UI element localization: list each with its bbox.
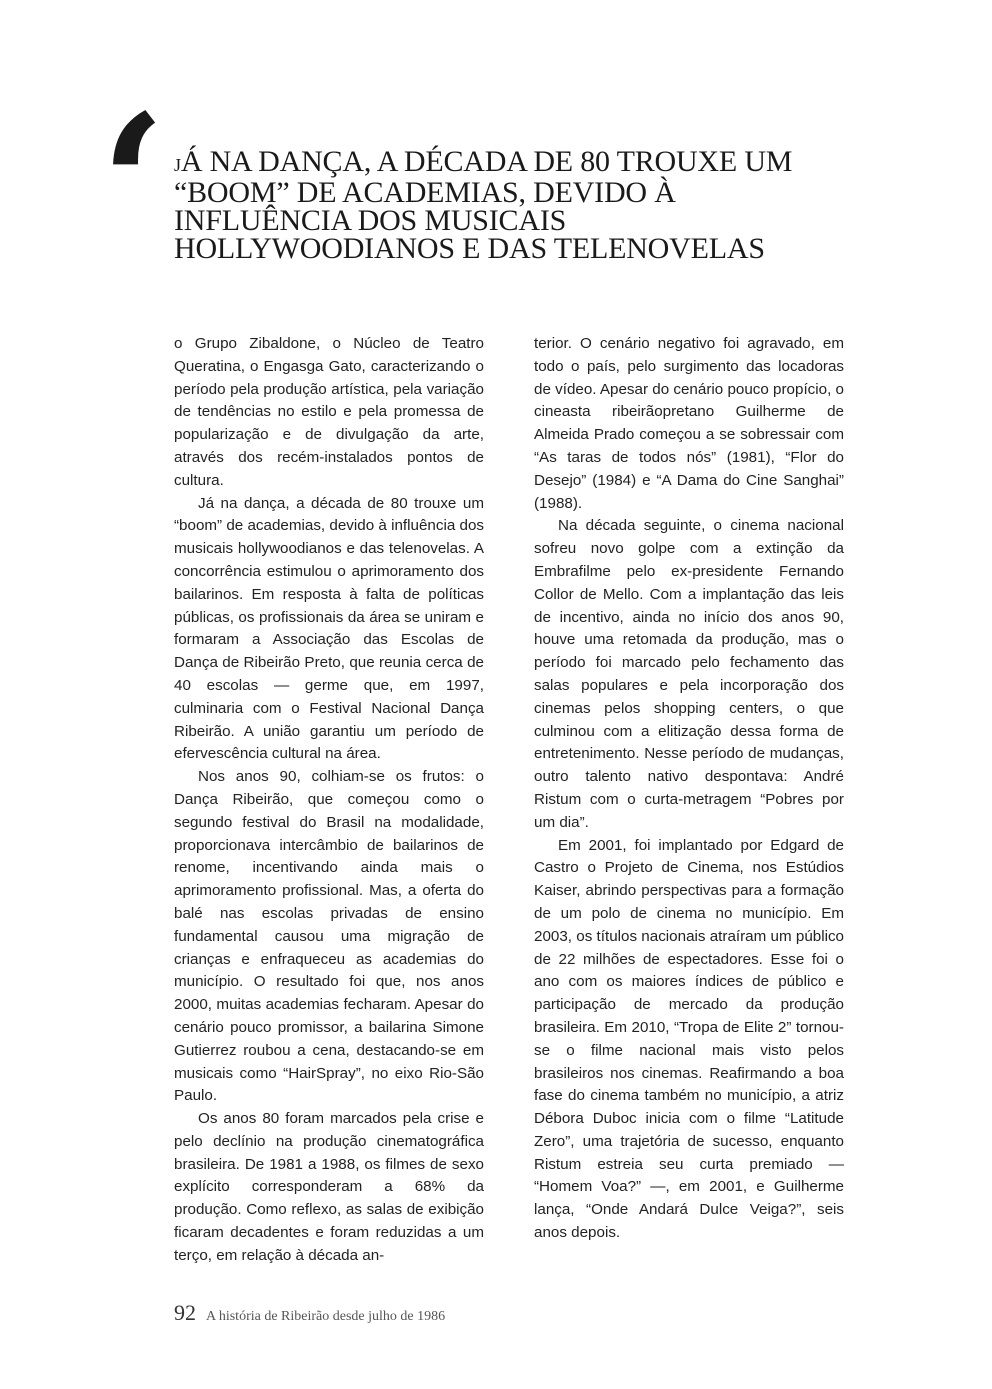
paragraph: Em 2001, foi implantado por Edgard de Castro o Projeto de Cinema, nos Estúdios Kaiser, abrindo perspectivas para a formação de um polo de cinema no município. Em 2003, os títulos nacionais atraíram um público de 22 milhões de espectadores. Esse foi o ano com os maiores índices de público e participação de mercado da produção brasileira. Em 2010, “Tropa de Elite 2” tornou-se o filme nacional mais visto pelos brasileiros nos cinemas. Reafirmando a boa fase do cinema também no município, a atriz Débora Duboc inicia com o filme “Latitude Zero”, uma trajetória de sucesso, enquanto Ristum estreia seu curta premiado — “Homem Voa?” —, em 2001, e Guilherme lança, “Onde Andará Dulce Veiga?”, seis anos depois. xyxy=(534,836,844,1242)
paragraph: terior. O cenário negativo foi agravado, em todo o país, pelo surgimento das locadoras de vídeo. Apesar do cenário pouco propício, o cineasta ribeirãopretano Guilherme de Almeida Prado começou a se sobressair com “As taras de todos nós” (1981), “Flor do Desejo” (1984) e “A Dama do Cine Sanghai” (1988). xyxy=(534,335,844,512)
page-footer xyxy=(174,1300,445,1326)
paragraph: Nos anos 90, colhiam-se os frutos: o Dança Ribeirão, que começou como o segundo festival do Brasil na modalidade, proporcionava intercâmbio de bailarinos de renome, incentivando ainda mais o aprimoramento profissional. Mas, a oferta do balé nas escolas privadas de ensino fundamental causou uma migração de crianças e enfraqueceu as academias do município. O resultado foi que, nos anos 2000, muitas academias fecharam. Apesar do cenário pouco promissor, a bailarina Simone Gutierrez roubou a cena, destacando-se em musicais como “HairSpray”, no eixo Rio-São Paulo. xyxy=(174,768,484,1105)
left-column xyxy=(174,333,484,1268)
paragraph: Já na dança, a década de 80 trouxe um “boom” de academias, devido à influência dos musicais hollywoodianos e das telenovelas. A concorrência estimulou o aprimoramento dos bailarinos. Em resposta à falta de políticas públicas, os profissionais da área se uniram e formaram a Associação das Escolas de Dança de Ribeirão Preto, que reunia cerca de 40 escolas — germe que, em 1997, culminaria com o Festival Nacional Dança Ribeirão. A união garantiu um período de efervescência cultural na área. xyxy=(174,494,484,763)
pull-quote-text: Á NA DANÇA, A DÉCADA DE 80 TROUXE UM “BOOM” DE ACADEMIAS, DEVIDO À INFLUÊNCIA DOS MUSICAIS HOLLYWOODIANOS E DAS TELENOVELAS xyxy=(174,145,793,265)
paragraph: o Grupo Zibaldone, o Núcleo de Teatro Queratina, o Engasga Gato, caracterizando o período pela produção artística, pela variação de tendências no estilo e pela promessa de popularização e de divulgação da arte, através dos recém-instalados pontos de cultura. xyxy=(174,335,484,489)
page-number: 92 xyxy=(174,1300,196,1325)
running-title: A história de Ribeirão desde julho de 1986 xyxy=(206,1309,446,1324)
paragraph: Os anos 80 foram marcados pela crise e pelo declínio na produção cinematográfica brasileira. De 1981 a 1988, os filmes de sexo explícito corresponderam a 68% da produção. Como reflexo, as salas de exibição ficaram decadentes e foram reduzidas a um terço, em relação à década an- xyxy=(174,1110,484,1264)
quote-mark-icon: ‘ xyxy=(100,73,167,296)
paragraph: Na década seguinte, o cinema nacional sofreu novo golpe com a extinção da Embrafilme pelo ex-presidente Fernando Collor de Mello. Com a implantação das leis de incentivo, ainda no início dos anos 90, houve uma retomada da produção, mas o período foi marcado pelo fechamento das salas populares e pela incorporação dos cinemas pelos shopping centers, o que culminou com a elitização dessa forma de entretenimento. Nesse período de mudanças, outro talento nativo despontava: André Ristum com o curta-metragem “Pobres por um dia”. xyxy=(534,517,844,831)
pull-quote-first-letter: J xyxy=(174,155,181,175)
right-column xyxy=(534,333,844,1245)
pull-quote xyxy=(174,145,814,265)
